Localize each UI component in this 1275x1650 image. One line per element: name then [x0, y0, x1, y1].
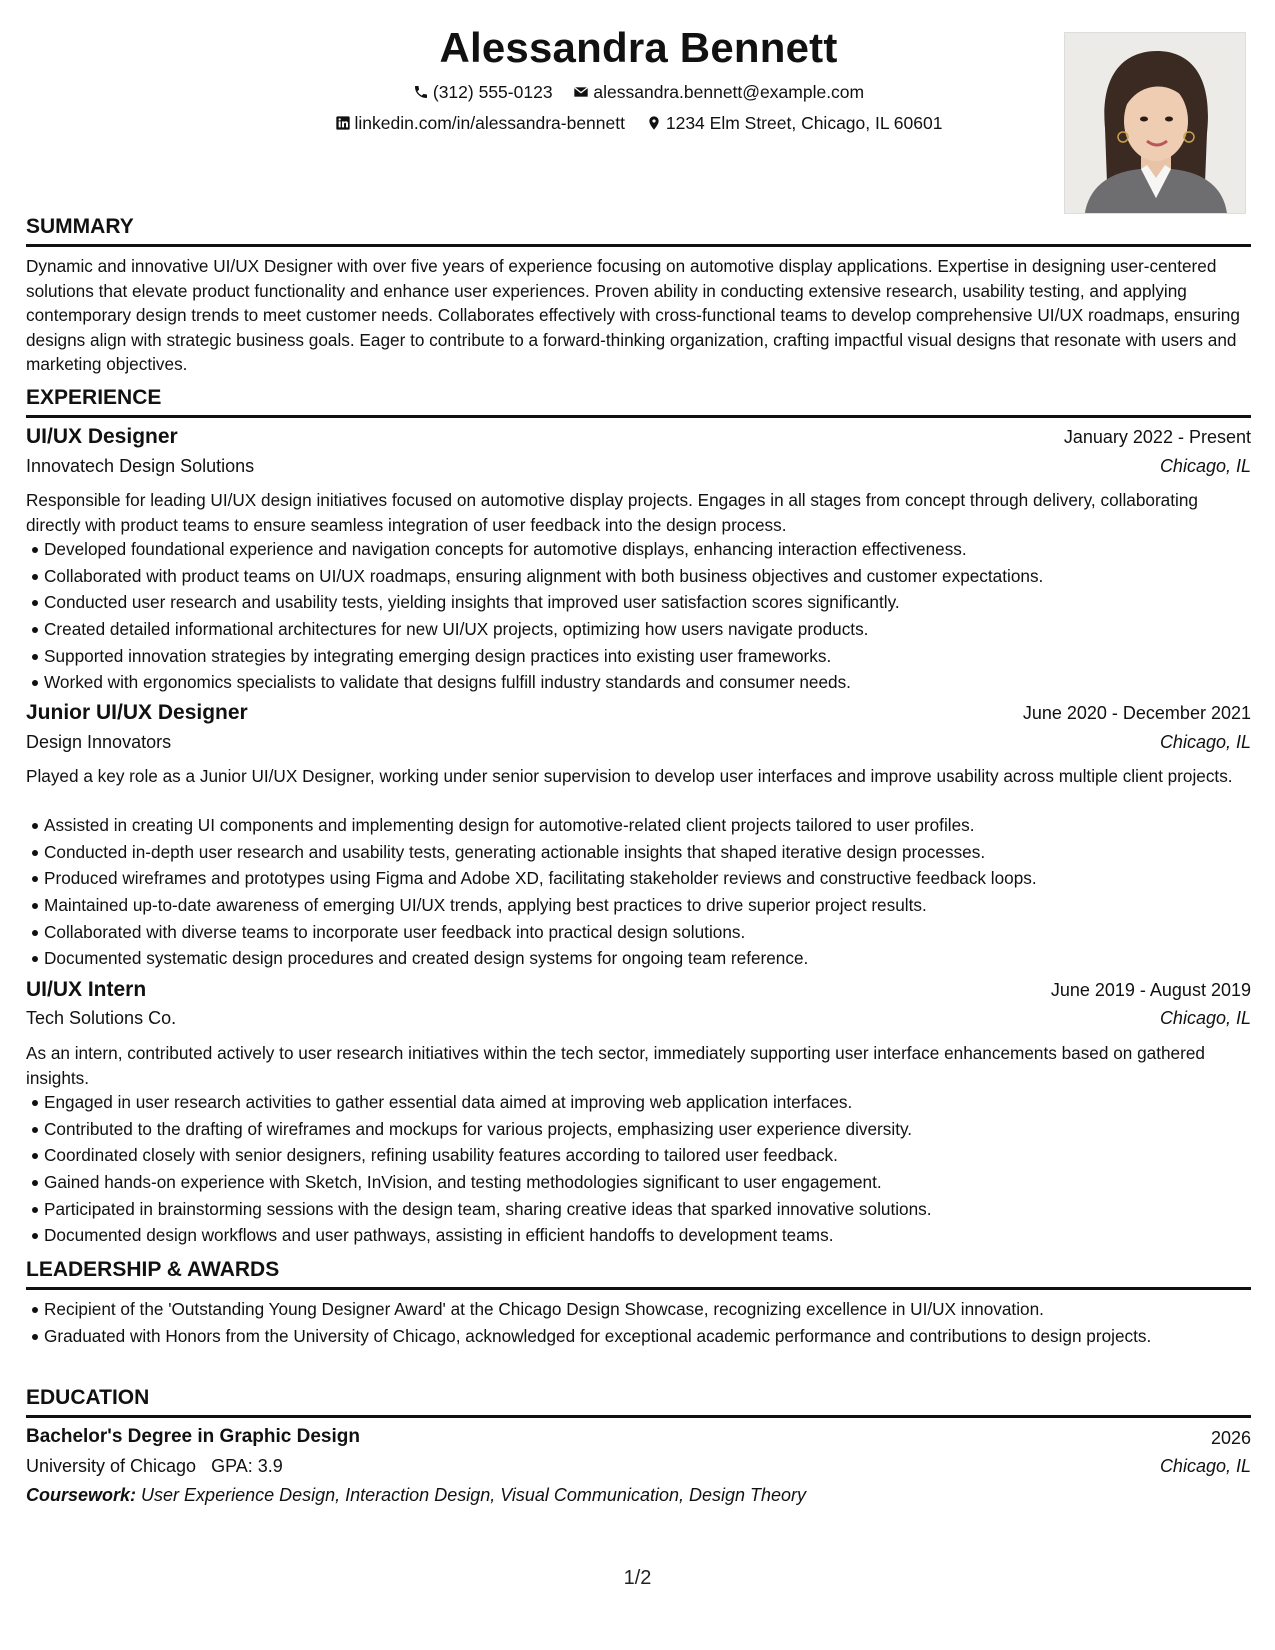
- job-2-header: [26, 701, 1251, 729]
- contact-phone[interactable]: [413, 80, 553, 104]
- job-3-header: [26, 978, 1251, 1006]
- list-item: Collaborated with product teams on UI/UX roadmaps, ensuring alignment with both business objectives and customer expectations.: [44, 564, 1269, 589]
- job-1-dates: January 2022 - Present: [1063, 427, 1251, 447]
- list-item: Conducted user research and usability tests, yielding insights that improved user satisfaction scores significantly.: [44, 590, 1269, 615]
- job-3-dates: June 2019 - August 2019: [1050, 980, 1251, 1000]
- job-3-bullets: [26, 1090, 1269, 1250]
- coursework-text: User Experience Design, Interaction Design, Visual Communication, Design Theory: [141, 1485, 807, 1505]
- job-1-title: UI/UX Designer: [26, 425, 178, 448]
- coursework-label: Coursework:: [26, 1485, 137, 1505]
- list-item: Graduated with Honors from the University of Chicago, acknowledged for exceptional academic performance and contributions to design projects.: [44, 1324, 1269, 1349]
- list-item: Conducted in-depth user research and usability tests, generating actionable insights that shaped iterative design processes.: [44, 840, 1269, 865]
- job-1-subheader: [26, 456, 1251, 482]
- list-item: Worked with ergonomics specialists to validate that designs fulfill industry standards and consumer needs.: [44, 670, 1269, 695]
- list-item: Contributed to the drafting of wireframes and mockups for various projects, emphasizing user experience diversity.: [44, 1117, 1269, 1142]
- profile-photo: [1064, 32, 1246, 214]
- job-3-description: As an intern, contributed actively to user research initiatives within the tech sector, immediately supporting user interface enhancements based on gathered insights.: [26, 1043, 1205, 1088]
- list-item: Coordinated closely with senior designers, refining usability features according to tailored user feedback.: [44, 1143, 1269, 1168]
- job-3-subheader: [26, 1008, 1251, 1034]
- education-year: 2026: [1210, 1428, 1251, 1448]
- education-header: [26, 1426, 1251, 1454]
- job-1-bullets: [26, 537, 1269, 697]
- job-1-location: Chicago, IL: [1159, 456, 1251, 476]
- job-2-bullets: [26, 813, 1269, 973]
- education-coursework: [26, 1485, 806, 1506]
- list-item: Documented design workflows and user pathways, assisting in efficient handoffs to development teams.: [44, 1223, 1269, 1248]
- list-item: Assisted in creating UI components and implementing design for automotive-related client projects tailored to user profiles.: [44, 813, 1269, 838]
- job-1-company: Innovatech Design Solutions: [26, 456, 255, 476]
- job-2-dates: June 2020 - December 2021: [1022, 703, 1251, 723]
- job-3-title: UI/UX Intern: [26, 978, 147, 1001]
- linkedin-text: linkedin.com/in/alessandra-bennett: [354, 113, 625, 133]
- list-item: Participated in brainstorming sessions with the design team, sharing creative ideas that sparked innovative solutions.: [44, 1197, 1269, 1222]
- education-subheader: [26, 1456, 1251, 1482]
- list-item: Documented systematic design procedures and created design systems for ongoing team reference.: [44, 946, 1269, 971]
- resume-page: [26, 0, 1251, 1650]
- map-pin-icon: [646, 115, 662, 131]
- job-2-description: Played a key role as a Junior UI/UX Designer, working under senior supervision to develop user interfaces and improve usability across multiple client projects.: [26, 766, 1233, 786]
- list-item: Developed foundational experience and navigation concepts for automotive displays, enhancing interaction effectiveness.: [44, 537, 1269, 562]
- page-number: 1/2: [623, 1567, 652, 1589]
- resume-header: [26, 0, 1251, 220]
- job-1-header: [26, 425, 1251, 453]
- summary-text: Dynamic and innovative UI/UX Designer with over five years of experience focusing on automotive display applications. Expertise in designing user-centered solutions that elevate product functionality and enhance user experiences. Proven ability in conducting extensive research, usability testing, and applying contemporary design trends to meet customer needs. Collaborates effectively with cross-functional teams to develop comprehensive UI/UX roadmaps, ensuring designs align with strategic business goals. Eager to contribute to a forward-thinking organization, crafting impactful visual designs that resonate with users and marketing objectives.: [26, 256, 1240, 374]
- job-3-company: Tech Solutions Co.: [26, 1008, 177, 1028]
- phone-text: (312) 555-0123: [432, 82, 553, 102]
- education-location: Chicago, IL: [1159, 1456, 1251, 1476]
- phone-icon: [413, 84, 429, 100]
- education-school-line: [26, 1456, 283, 1477]
- email-text: alessandra.bennett@example.com: [593, 82, 865, 102]
- section-title-leadership: LEADERSHIP & AWARDS: [26, 1257, 1251, 1290]
- list-item: Collaborated with diverse teams to incorporate user feedback into practical design solutions.: [44, 920, 1269, 945]
- candidate-name: Alessandra Bennett: [439, 24, 838, 71]
- section-title-experience: EXPERIENCE: [26, 385, 1251, 418]
- education-gpa: GPA: 3.9: [211, 1456, 283, 1476]
- education-school: University of Chicago: [26, 1456, 197, 1476]
- section-title-summary: SUMMARY: [26, 214, 1251, 247]
- address-text: 1234 Elm Street, Chicago, IL 60601: [665, 113, 943, 133]
- list-item: Created detailed informational architectures for new UI/UX projects, optimizing how users navigate products.: [44, 617, 1269, 642]
- leadership-bullets: [26, 1297, 1269, 1350]
- section-title-education: EDUCATION: [26, 1385, 1251, 1418]
- contact-email[interactable]: [573, 80, 864, 104]
- job-2-title: Junior UI/UX Designer: [26, 701, 248, 724]
- list-item: Maintained up-to-date awareness of emerging UI/UX trends, applying best practices to drive superior project results.: [44, 893, 1269, 918]
- linkedin-icon: [335, 115, 351, 131]
- list-item: Recipient of the 'Outstanding Young Designer Award' at the Chicago Design Showcase, recognizing excellence in UI/UX innovation.: [44, 1297, 1269, 1322]
- envelope-icon: [573, 84, 589, 100]
- contact-address: [646, 111, 943, 135]
- job-2-location: Chicago, IL: [1159, 732, 1251, 752]
- job-1-description: Responsible for leading UI/UX design initiatives focused on automotive display projects. Engages in all stages from concept through delivery, collaborating directly with product teams to ensure seamless integration of user feedback into the design process.: [26, 490, 1198, 535]
- job-3-location: Chicago, IL: [1159, 1008, 1251, 1028]
- job-2-company: Design Innovators: [26, 732, 172, 752]
- list-item: Produced wireframes and prototypes using Figma and Adobe XD, facilitating stakeholder reviews and constructive feedback loops.: [44, 866, 1269, 891]
- list-item: Gained hands-on experience with Sketch, InVision, and testing methodologies significant to user engagement.: [44, 1170, 1269, 1195]
- contact-linkedin[interactable]: [335, 111, 625, 135]
- list-item: Engaged in user research activities to gather essential data aimed at improving web application interfaces.: [44, 1090, 1269, 1115]
- education-degree: Bachelor's Degree in Graphic Design: [26, 1426, 360, 1447]
- list-item: Supported innovation strategies by integrating emerging design practices into existing user frameworks.: [44, 644, 1269, 669]
- job-2-subheader: [26, 732, 1251, 758]
